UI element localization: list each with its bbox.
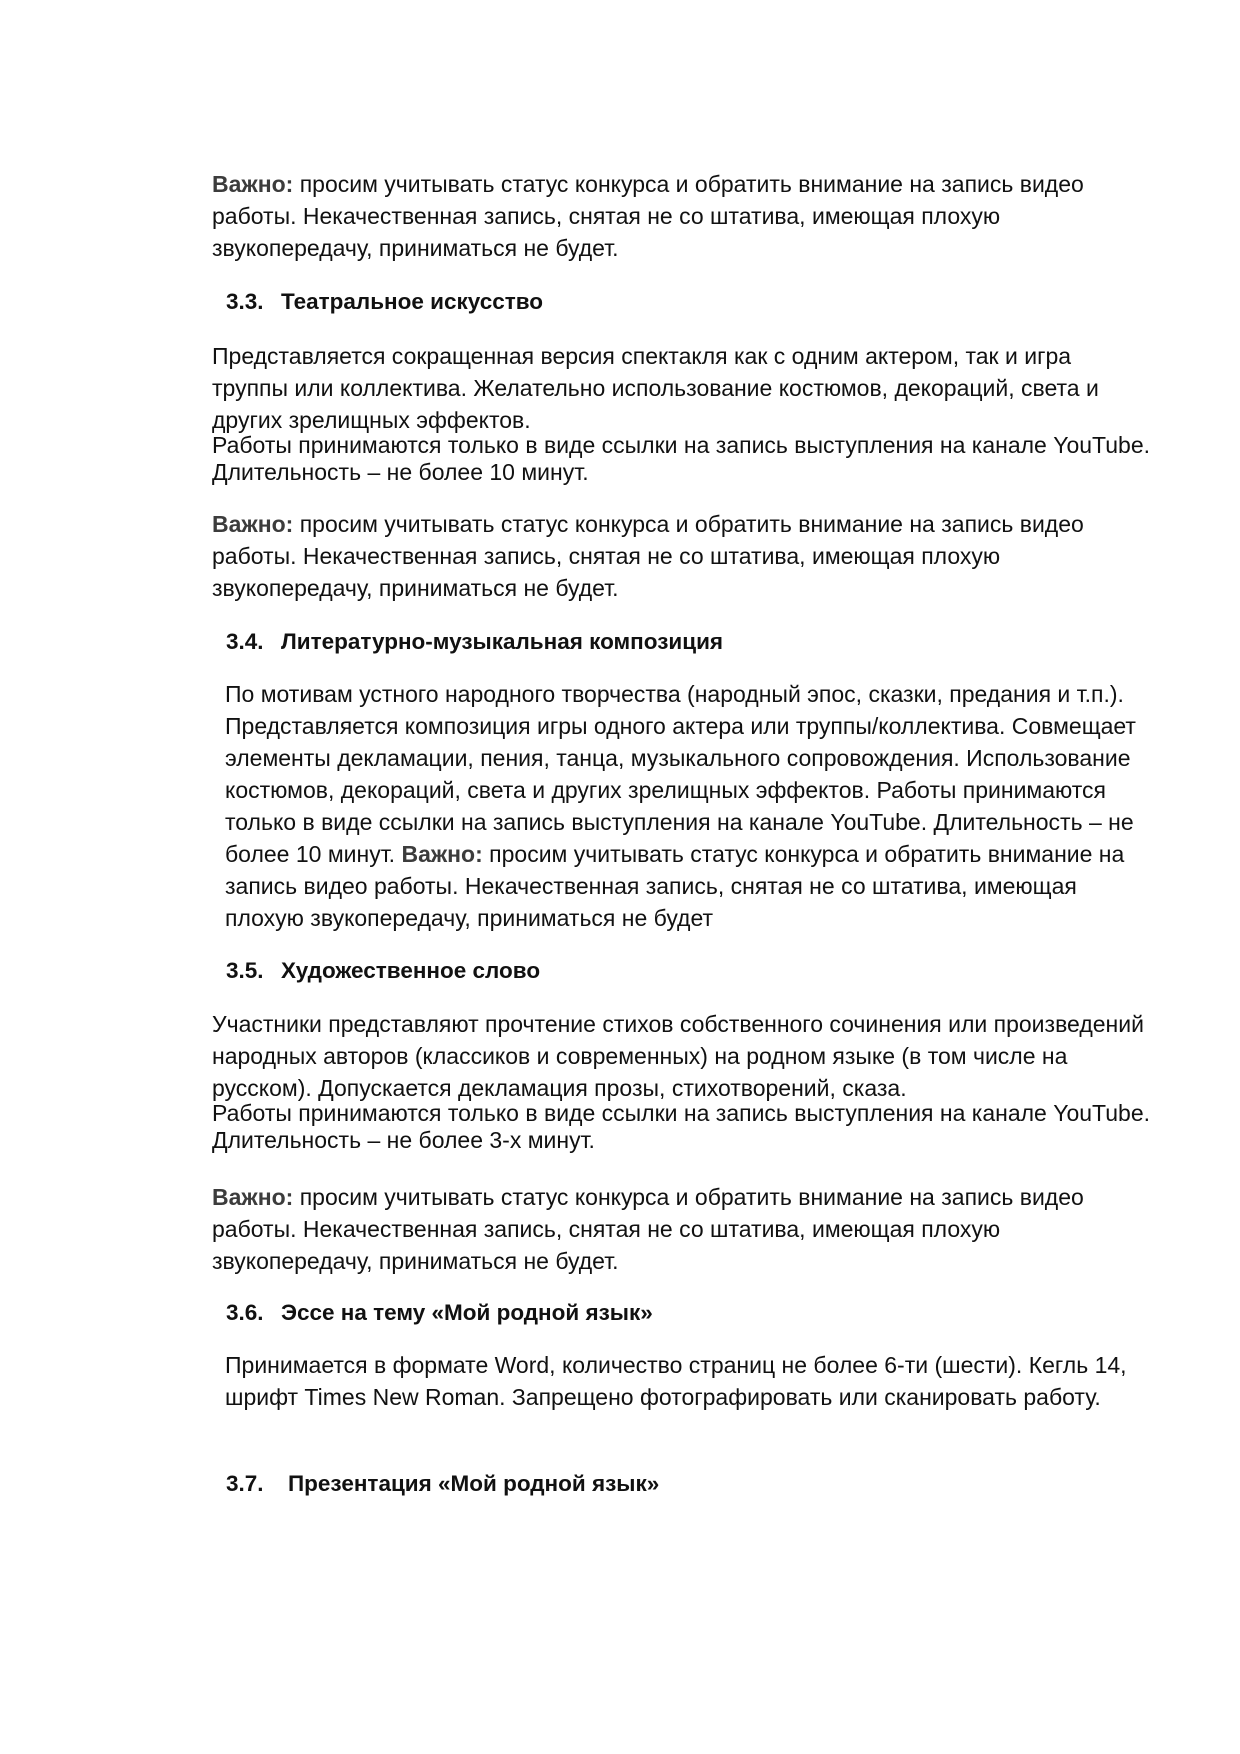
important-label: Важно:: [401, 841, 483, 867]
paragraph-text: Участники представляют прочтение стихов собственного сочинения или произведений народных авторов (классиков и современных) на родном языке (в том числе на русском). Допускается декламация прозы, стихотворений, сказа.: [212, 1011, 1144, 1101]
section-title: Презентация «Мой родной язык»: [288, 1471, 660, 1496]
paragraph-text: Работы принимаются только в виде ссылки на запись выступления на канале YouTube. Длительность – не более 10 минут.: [212, 432, 1151, 485]
important-label: Важно:: [212, 511, 294, 537]
section-paragraph: [212, 432, 1152, 486]
important-note: [212, 508, 1152, 604]
section-title: Театральное искусство: [281, 289, 544, 314]
section-number: 3.3.: [226, 289, 264, 314]
section-paragraph: [225, 678, 1145, 934]
section-heading-3-4: [226, 626, 1166, 658]
section-paragraph: [225, 1349, 1145, 1413]
section-heading-3-6: [226, 1297, 1166, 1329]
section-paragraph: [212, 1100, 1152, 1154]
note-text: просим учитывать статус конкурса и обратить внимание на запись видео работы. Некачественная запись, снятая не со штатива, имеющая плохую звукопередачу, приниматься не будет.: [212, 171, 1084, 261]
important-label: Важно:: [212, 171, 294, 197]
section-number: 3.4.: [226, 629, 264, 654]
section-number: 3.5.: [226, 958, 264, 983]
section-heading-3-5: [226, 955, 1166, 987]
important-note: [212, 168, 1152, 264]
paragraph-text: Принимается в формате Word, количество страниц не более 6-ти (шести). Кегль 14, шрифт Times New Roman. Запрещено фотографировать или сканировать работу.: [225, 1352, 1127, 1410]
paragraph-text: Представляется сокращенная версия спектакля как с одним актером, так и игра труппы или коллектива. Желательно использование костюмов, декораций, света и других зрелищных эффектов.: [212, 343, 1099, 433]
paragraph-text: По мотивам устного народного творчества (народный эпос, сказки, предания и т.п.). Представляется композиция игры одного актера или труппы/коллектива. Совмещает элементы декламации, пения, танца, музыкального сопровождения. Использование костюмов, декораций, света и других зрелищных эффектов. Работы принимаются только в виде ссылки на запись выступления на канале YouTube. Длительность – не более 10 минут.: [225, 681, 1136, 867]
section-heading-3-3: [226, 286, 1166, 318]
section-heading-3-7: [226, 1468, 1166, 1500]
section-number: 3.7.: [226, 1471, 264, 1496]
section-paragraph: [212, 340, 1152, 436]
section-title: Эссе на тему «Мой родной язык»: [281, 1300, 653, 1325]
note-text: просим учитывать статус конкурса и обратить внимание на запись видео работы. Некачественная запись, снятая не со штатива, имеющая плохую звукопередачу, приниматься не будет.: [212, 1184, 1084, 1274]
section-paragraph: [212, 1008, 1152, 1104]
note-text: просим учитывать статус конкурса и обратить внимание на запись видео работы. Некачественная запись, снятая не со штатива, имеющая плохую звукопередачу, приниматься не будет.: [212, 511, 1084, 601]
paragraph-text: Работы принимаются только в виде ссылки на запись выступления на канале YouTube. Длительность – не более 3-х минут.: [212, 1100, 1151, 1153]
important-note: [212, 1181, 1152, 1277]
section-title: Литературно-музыкальная композиция: [281, 629, 724, 654]
note-text: просим учитывать статус конкурса и обратить внимание на запись видео работы. Некачественная запись, снятая не со штатива, имеющая плохую звукопередачу, приниматься не будет: [225, 841, 1125, 931]
section-number: 3.6.: [226, 1300, 264, 1325]
section-title: Художественное слово: [281, 958, 541, 983]
important-label: Важно:: [212, 1184, 294, 1210]
